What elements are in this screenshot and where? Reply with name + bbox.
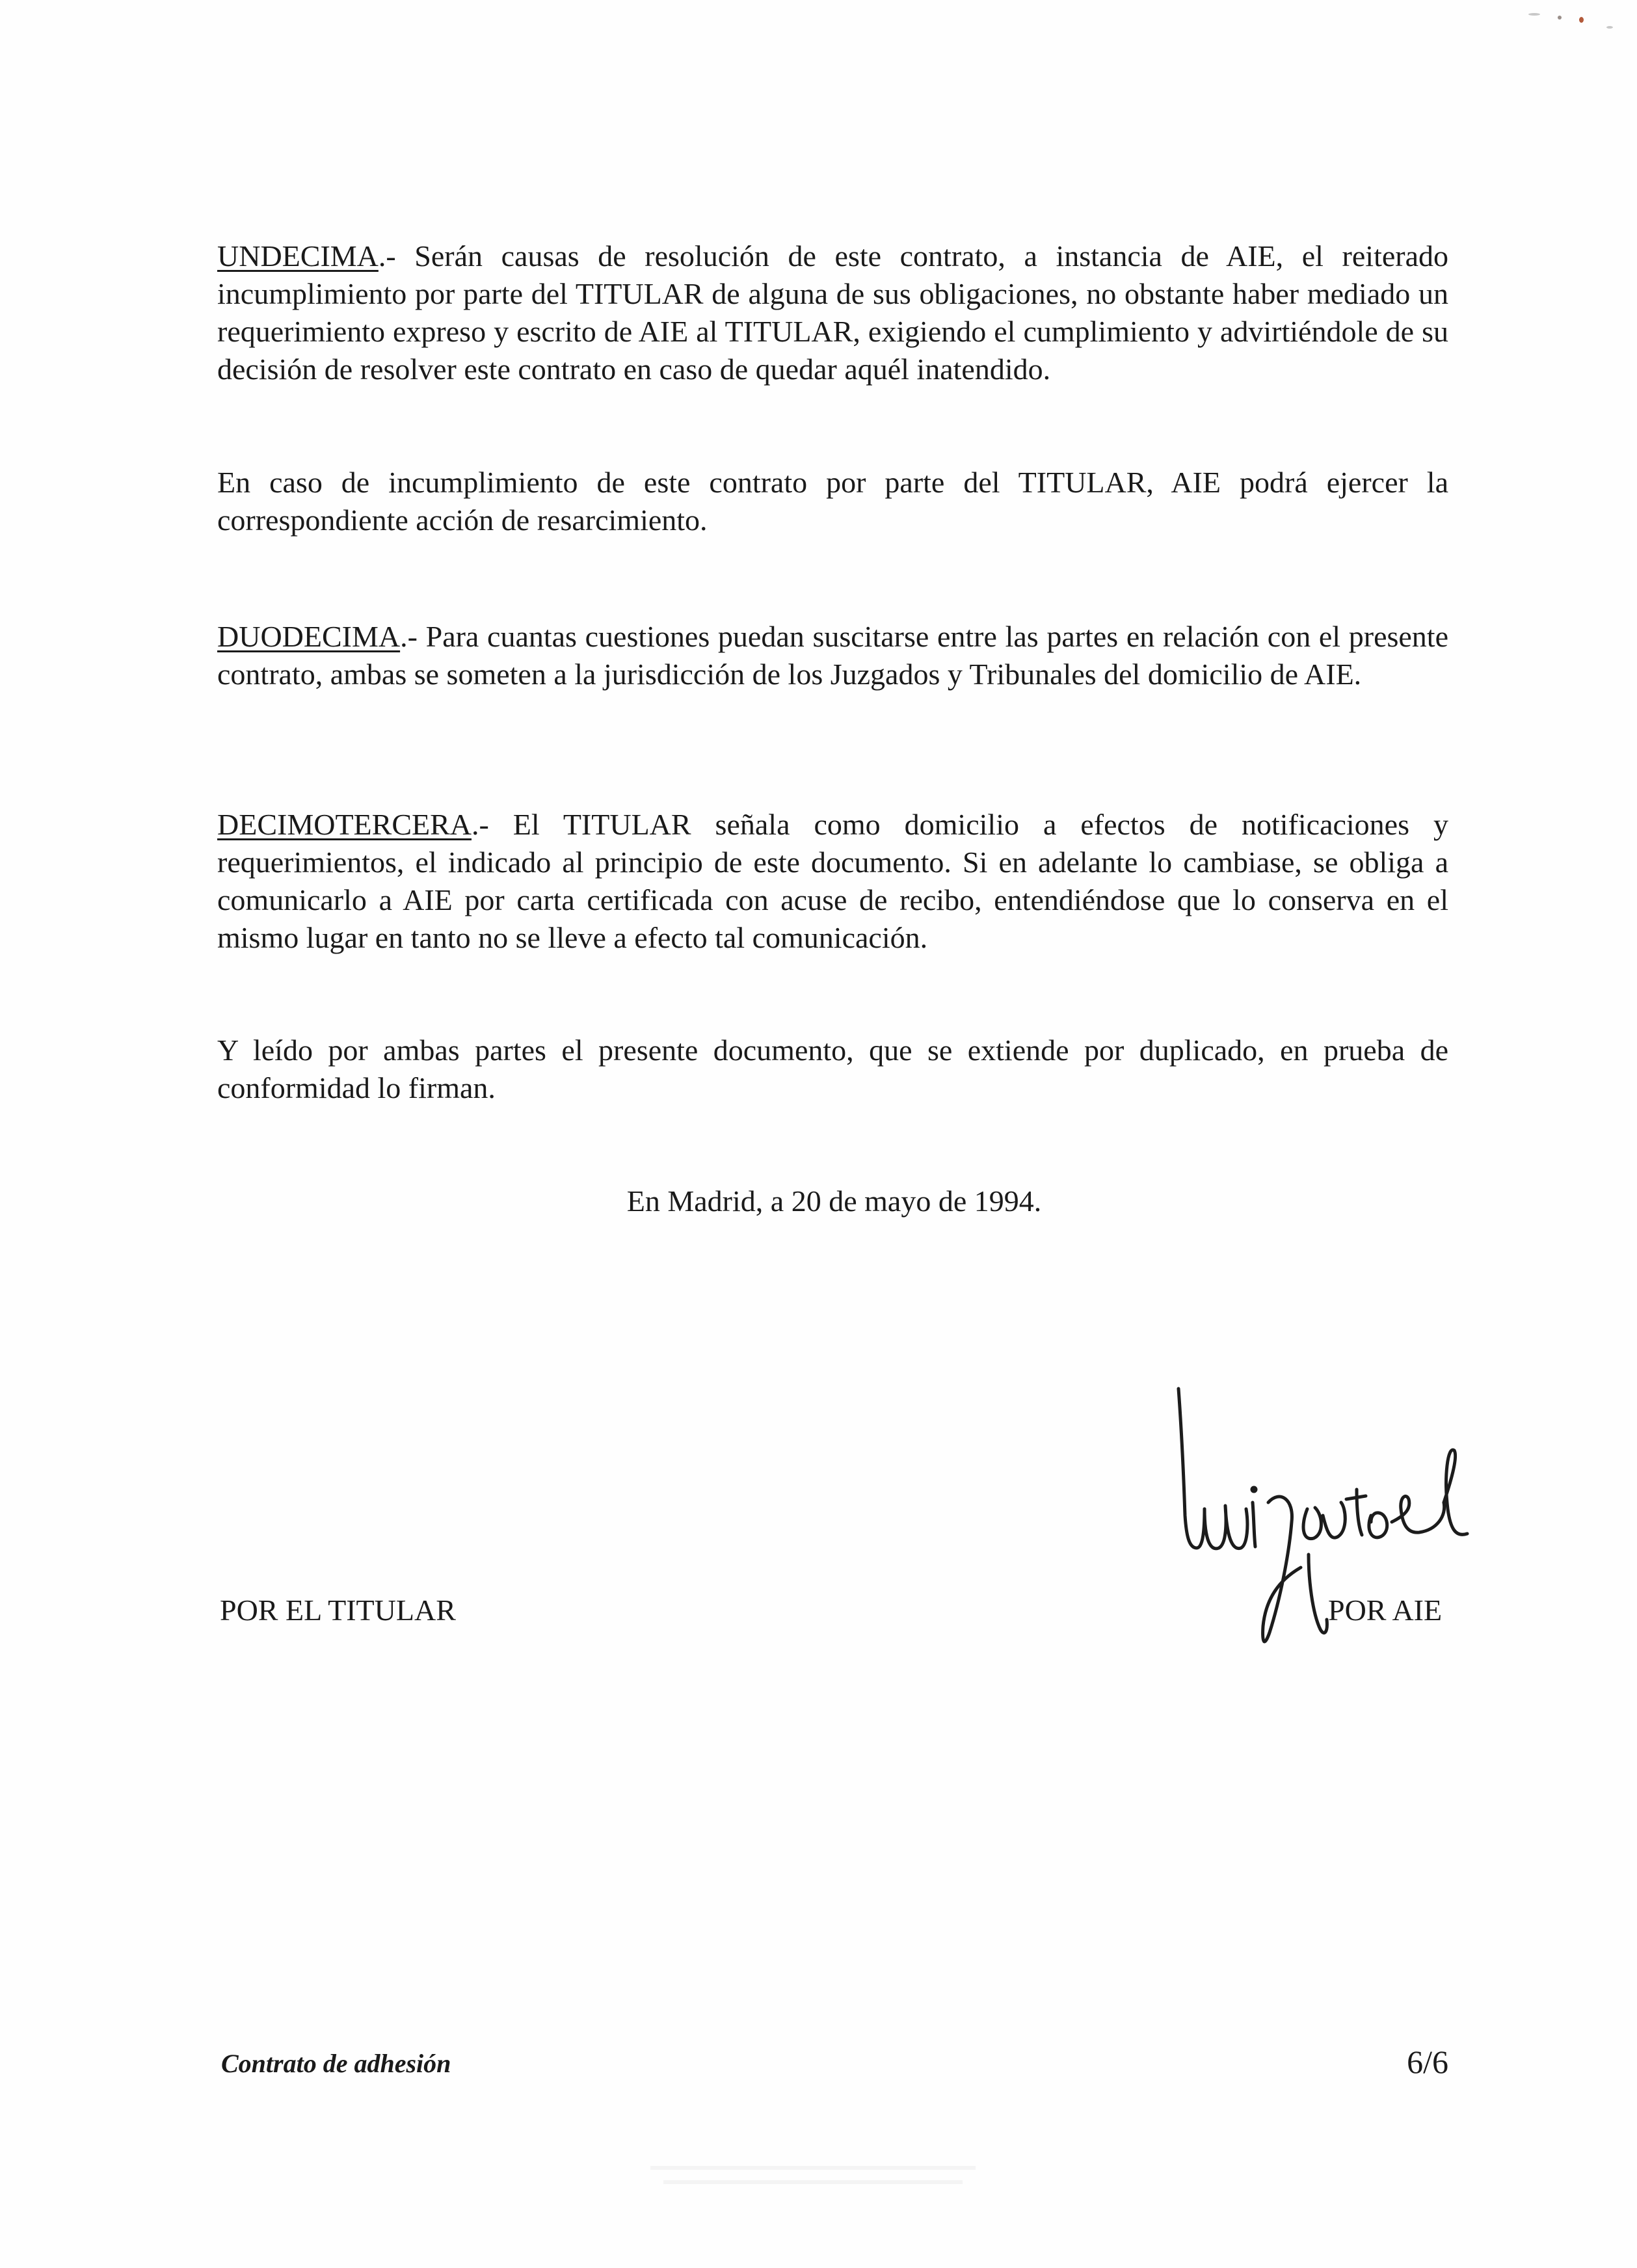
date-line: En Madrid, a 20 de mayo de 1994.: [626, 1184, 1042, 1218]
scan-speck: [1528, 13, 1540, 16]
handwritten-signature: [1164, 1385, 1489, 1659]
scan-speck: [1579, 17, 1584, 23]
footer-document-name: Contrato de adhesión: [221, 2049, 451, 2078]
scan-speck: [1558, 16, 1562, 20]
clause-undecima: [217, 237, 1448, 388]
scan-speck: [1606, 26, 1613, 29]
paragraph-closing: [217, 1032, 1448, 1107]
clause-text: .- Para cuantas cuestiones puedan suscitarse entre las partes en relación con el presente contrato, ambas se someten a la jurisdicción de los Juzgados y Tribunales del domicilio de AIE.: [217, 620, 1448, 691]
clause-title: UNDECIMA: [217, 239, 379, 273]
paragraph-incumplimiento: [217, 464, 1448, 539]
clause-duodecima: [217, 618, 1448, 693]
footer-page-number: 6/6: [1407, 2044, 1448, 2080]
paragraph-text: En caso de incumplimiento de este contrato por parte del TITULAR, AIE podrá ejercer la correspondiente acción de resarcimiento.: [217, 466, 1448, 537]
clause-title: DUODECIMA: [217, 620, 401, 653]
bleed-through-mark: [663, 2180, 963, 2184]
clause-text: .- El TITULAR señala como domicilio a efectos de notificaciones y requerimientos, el indicado al principio de este documento. Si en adelante lo cambiase, se obliga a comunicarlo a AIE por carta certificada con acuse de recibo, entendiéndose que lo conserva en el mismo lugar en tanto no se lleve a efecto tal comunicación.: [217, 808, 1448, 954]
paragraph-text: Y leído por ambas partes el presente documento, que se extiende por duplicado, en prueba de conformidad lo firman.: [217, 1034, 1448, 1104]
clause-decimotercera: [217, 806, 1448, 957]
clause-text: .- Serán causas de resolución de este contrato, a instancia de AIE, el reiterado incumplimiento por parte del TITULAR de alguna de sus obligaciones, no obstante haber mediado un requerimiento expreso y escrito de AIE al TITULAR, exigiendo el cumplimiento y advirtiéndole de su decisión de resolver este contrato en caso de quedar aquél inatendido.: [217, 239, 1448, 386]
bleed-through-mark: [650, 2166, 976, 2170]
clause-title: DECIMOTERCERA: [217, 808, 472, 841]
signature-label-aie: POR AIE: [1328, 1594, 1443, 1627]
signature-label-titular: POR EL TITULAR: [220, 1594, 456, 1627]
